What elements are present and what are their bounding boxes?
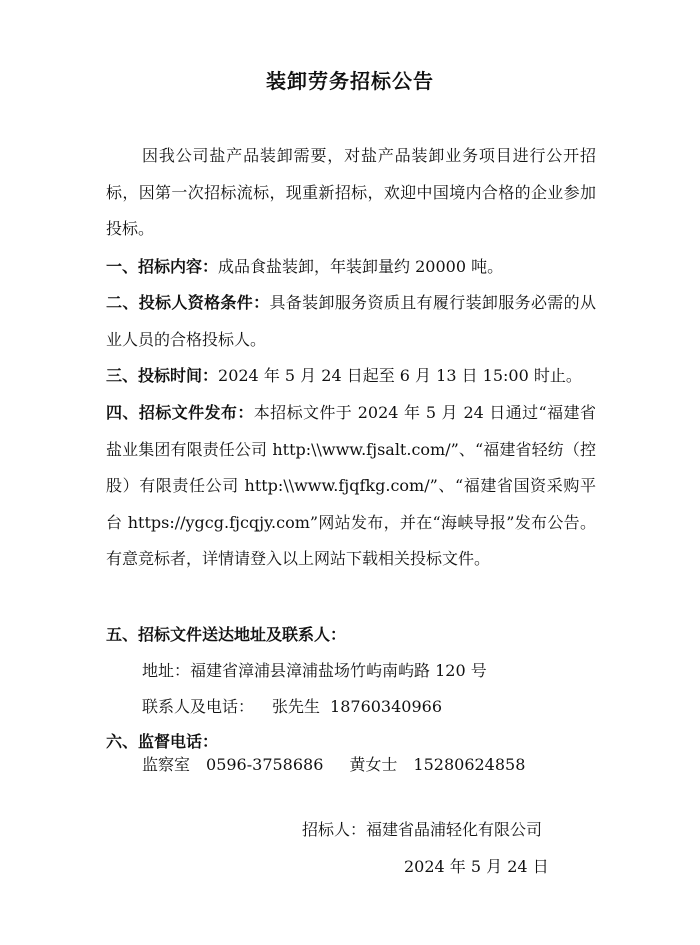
- contact-label: 联系人及电话：: [142, 697, 255, 716]
- document-title: 装卸劳务招标公告: [266, 69, 434, 93]
- intro-paragraph: 因我公司盐产品装卸需要，对盐产品装卸业务项目进行公开招标，因第一次招标流标，现重新招标，欢迎中国境内合格的企业参加投标。: [106, 146, 596, 238]
- address-label: 地址：: [142, 661, 191, 680]
- section-4-heading: 四、招标文件发布：: [106, 403, 254, 422]
- section-1-text: 成品食盐装卸，年装卸量约 20000 吨。: [218, 257, 504, 276]
- section-6-heading: 六、监督电话：: [106, 732, 219, 751]
- signature-line: [302, 812, 542, 848]
- signature-label: 招标人：: [302, 820, 367, 839]
- signature-company: 福建省晶浦轻化有限公司: [366, 820, 543, 839]
- signature-date: 2024 年 5 月 24 日: [404, 857, 549, 876]
- contact-name: 张先生: [272, 697, 321, 716]
- address-value: 福建省漳浦县漳浦盐场竹屿南屿路 120 号: [190, 661, 487, 680]
- section-4-text: 本招标文件于 2024 年 5 月 24 日通过“福建省盐业集团有限责任公司 http:\\www.fjsalt.com/”、“福建省轻纺（控股）有限责任公司 http:\\www.fjqfkg.com/”、“福建省国资采购平台 https://ygcg.fjcqjy.com”网站发布，并在“海峡导报”发布公告。有意竞标者，详情请登入以上网站下载相关投标文件。: [106, 403, 596, 568]
- section-1-heading: 一、招标内容：: [106, 257, 219, 276]
- supervision-person-phone: 15280624858: [413, 755, 526, 774]
- contact-phone: 18760340966: [330, 697, 443, 716]
- contact-line: [142, 689, 442, 725]
- section-3-text: 2024 年 5 月 24 日起至 6 月 13 日 15:00 时止。: [218, 366, 582, 385]
- section-3-heading: 三、投标时间：: [106, 366, 219, 385]
- section-2: [106, 285, 596, 358]
- section-2-heading: 二、投标人资格条件：: [106, 293, 270, 312]
- section-1: [106, 249, 596, 286]
- section-5-heading: 五、招标文件送达地址及联系人：: [106, 625, 347, 644]
- supervision-line: [142, 747, 525, 783]
- supervision-office: 监察室: [142, 755, 191, 774]
- section-4: [106, 395, 596, 578]
- section-3: [106, 358, 596, 395]
- supervision-office-phone: 0596-3758686: [206, 755, 324, 774]
- supervision-person: 黄女士: [349, 755, 398, 774]
- address-line: [142, 653, 487, 689]
- section-2-text: 具备装卸服务资质且有履行装卸服务必需的从业人员的合格投标人。: [106, 293, 596, 349]
